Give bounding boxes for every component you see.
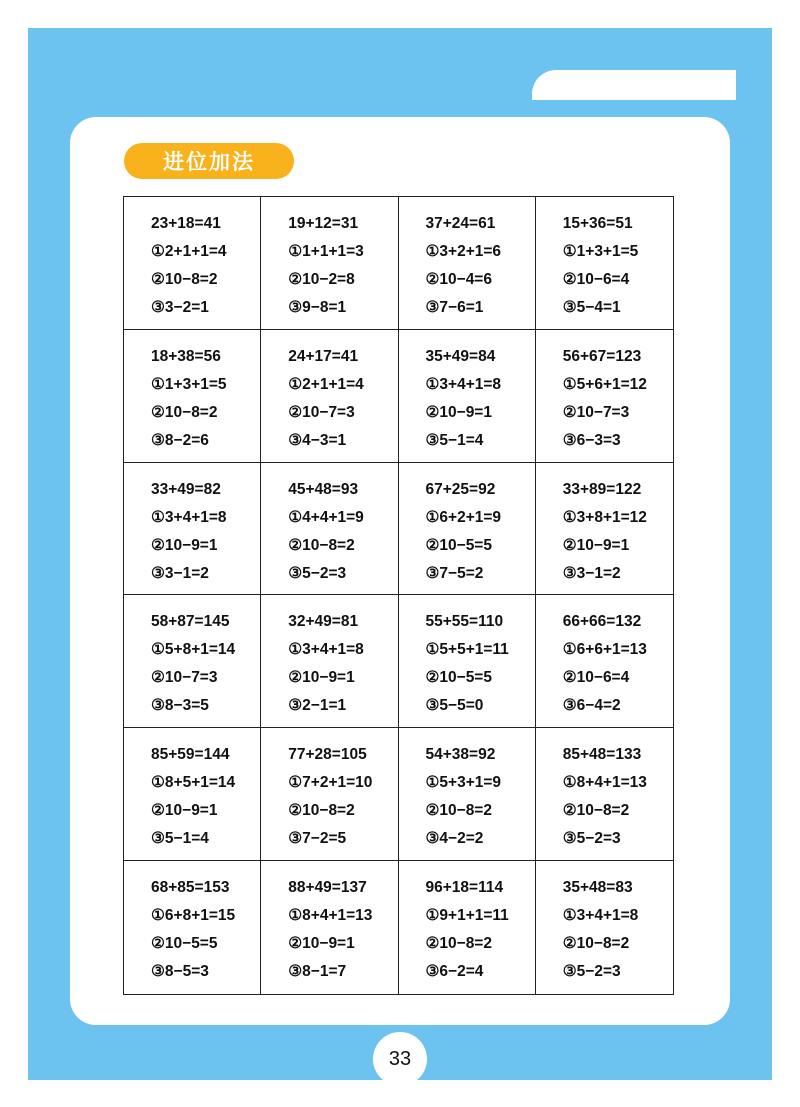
equation: 96+18=114	[425, 879, 504, 897]
equation-step1: ①3+8+1=12	[562, 508, 647, 526]
equation-step2: ②10−9=1	[151, 802, 218, 820]
equation-step3: ③8−5=3	[151, 963, 209, 981]
equation-step1: ①1+1+1=3	[288, 243, 364, 260]
equation-step2: ②10−6=4	[562, 271, 630, 288]
equation-step2: ②10−7=3	[288, 403, 355, 421]
equation-step2: ②10−8=2	[562, 802, 630, 820]
problem-cell	[124, 330, 261, 463]
problem-cell	[536, 595, 673, 728]
equation-step1: ①5+3+1=9	[425, 774, 502, 792]
equation: 54+38=92	[425, 746, 496, 764]
equation: 88+49=137	[288, 879, 367, 897]
problem-cell	[124, 463, 261, 596]
problem-cell	[261, 330, 398, 463]
equation-step2: ②10−5=5	[425, 669, 492, 687]
equation-step3: ③5−1=4	[425, 431, 484, 449]
equation-step3: ③5−2=3	[288, 564, 347, 582]
problem-cell	[124, 728, 261, 861]
equation-step3: ③6−4=2	[562, 697, 621, 715]
equation-step2: ②10−8=2	[425, 935, 492, 953]
equation: 66+66=132	[562, 613, 642, 631]
problem-cell	[261, 463, 398, 596]
equation-step3: ③4−3=1	[288, 431, 347, 449]
equation-step2: ②10−8=2	[288, 802, 355, 820]
equation: 15+36=51	[562, 215, 633, 232]
equation-step3: ③6−2=4	[425, 963, 484, 981]
equation-step1: ①8+4+1=13	[562, 774, 647, 792]
equation-step1: ①7+2+1=10	[288, 774, 373, 792]
equation: 55+55=110	[425, 613, 504, 631]
equation-step3: ③9−8=1	[288, 299, 347, 316]
problem-grid	[123, 196, 674, 995]
problem-cell	[399, 197, 536, 330]
equation-step1: ①2+1+1=4	[288, 375, 364, 393]
problem-cell	[536, 861, 673, 994]
equation-step2: ②10−5=5	[151, 935, 218, 953]
equation-step3: ③8−2=6	[151, 431, 209, 449]
problem-cell	[536, 728, 673, 861]
equation: 24+17=41	[288, 347, 359, 365]
equation-step1: ①8+4+1=13	[288, 907, 373, 925]
equation-step3: ③2−1=1	[288, 697, 347, 715]
equation-step3: ③5−5=0	[425, 697, 484, 715]
equation-step1: ①5+5+1=11	[425, 641, 509, 659]
equation: 19+12=31	[288, 215, 359, 232]
equation-step1: ①6+8+1=15	[151, 907, 236, 925]
problem-cell	[536, 463, 673, 596]
equation: 33+49=82	[151, 480, 221, 498]
equation-step2: ②10−8=2	[425, 802, 492, 820]
equation: 67+25=92	[425, 480, 496, 498]
equation-step3: ③7−2=5	[288, 830, 347, 848]
equation-step3: ③7−5=2	[425, 564, 484, 582]
problem-cell	[261, 197, 398, 330]
equation: 58+87=145	[151, 613, 230, 631]
equation: 45+48=93	[288, 480, 359, 498]
equation-step3: ③4−2=2	[425, 830, 484, 848]
equation: 85+59=144	[151, 746, 230, 764]
decorative-tab	[532, 70, 736, 100]
equation-step3: ③8−1=7	[288, 963, 347, 981]
equation-step3: ③3−1=2	[151, 564, 209, 582]
equation-step3: ③5−1=4	[151, 830, 209, 848]
equation-step1: ①3+4+1=8	[288, 641, 364, 659]
equation-step1: ①4+4+1=9	[288, 508, 364, 526]
equation-step2: ②10−5=5	[425, 536, 492, 554]
equation-step2: ②10−6=4	[562, 669, 630, 687]
equation-step3: ③5−2=3	[562, 830, 621, 848]
equation-step1: ①3+4+1=8	[151, 508, 227, 526]
equation: 32+49=81	[288, 613, 359, 631]
equation-step2: ②10−9=1	[288, 935, 355, 953]
page-number: 33	[373, 1032, 427, 1086]
problem-cell	[399, 330, 536, 463]
equation-step3: ③8−3=5	[151, 697, 209, 715]
equation-step2: ②10−9=1	[425, 403, 492, 421]
problem-cell	[124, 861, 261, 994]
equation: 77+28=105	[288, 746, 367, 764]
equation-step1: ①1+3+1=5	[151, 375, 227, 393]
problem-cell	[399, 728, 536, 861]
equation-step1: ①6+6+1=13	[562, 641, 647, 659]
equation-step1: ①3+4+1=8	[562, 907, 639, 925]
problem-cell	[261, 861, 398, 994]
equation-step1: ①9+1+1=11	[425, 907, 509, 925]
equation-step2: ②10−9=1	[562, 536, 630, 554]
equation-step3: ③3−2=1	[151, 299, 209, 316]
equation-step2: ②10−7=3	[562, 403, 630, 421]
equation-step3: ③6−3=3	[562, 431, 621, 449]
equation-step1: ①6+2+1=9	[425, 508, 502, 526]
equation-step2: ②10−9=1	[288, 669, 355, 687]
equation-step2: ②10−8=2	[562, 935, 630, 953]
equation-step2: ②10−8=2	[151, 271, 218, 288]
problem-cell	[399, 595, 536, 728]
equation-step2: ②10−8=2	[288, 536, 355, 554]
section-title: 进位加法	[124, 143, 294, 179]
equation-step1: ①2+1+1=4	[151, 243, 227, 260]
problem-cell	[124, 197, 261, 330]
equation: 68+85=153	[151, 879, 230, 897]
equation: 23+18=41	[151, 215, 221, 232]
problem-cell	[399, 861, 536, 994]
equation-step3: ③5−4=1	[562, 299, 621, 316]
equation-step2: ②10−4=6	[425, 271, 492, 288]
equation: 56+67=123	[562, 347, 642, 365]
equation-step3: ③5−2=3	[562, 963, 621, 981]
equation-step2: ②10−2=8	[288, 271, 355, 288]
equation: 37+24=61	[425, 215, 496, 232]
equation: 35+49=84	[425, 347, 496, 365]
equation: 18+38=56	[151, 347, 221, 365]
equation-step1: ①5+8+1=14	[151, 641, 236, 659]
equation: 33+89=122	[562, 480, 642, 498]
equation-step1: ①8+5+1=14	[151, 774, 236, 792]
equation-step1: ①1+3+1=5	[562, 243, 639, 260]
equation-step1: ①3+2+1=6	[425, 243, 502, 260]
problem-cell	[261, 728, 398, 861]
equation-step2: ②10−8=2	[151, 403, 218, 421]
problem-cell	[536, 197, 673, 330]
equation-step1: ①3+4+1=8	[425, 375, 502, 393]
equation-step2: ②10−9=1	[151, 536, 218, 554]
equation-step1: ①5+6+1=12	[562, 375, 647, 393]
problem-cell	[536, 330, 673, 463]
equation-step3: ③3−1=2	[562, 564, 621, 582]
equation-step3: ③7−6=1	[425, 299, 484, 316]
equation: 35+48=83	[562, 879, 633, 897]
problem-cell	[124, 595, 261, 728]
problem-cell	[399, 463, 536, 596]
equation-step2: ②10−7=3	[151, 669, 218, 687]
equation: 85+48=133	[562, 746, 642, 764]
problem-cell	[261, 595, 398, 728]
